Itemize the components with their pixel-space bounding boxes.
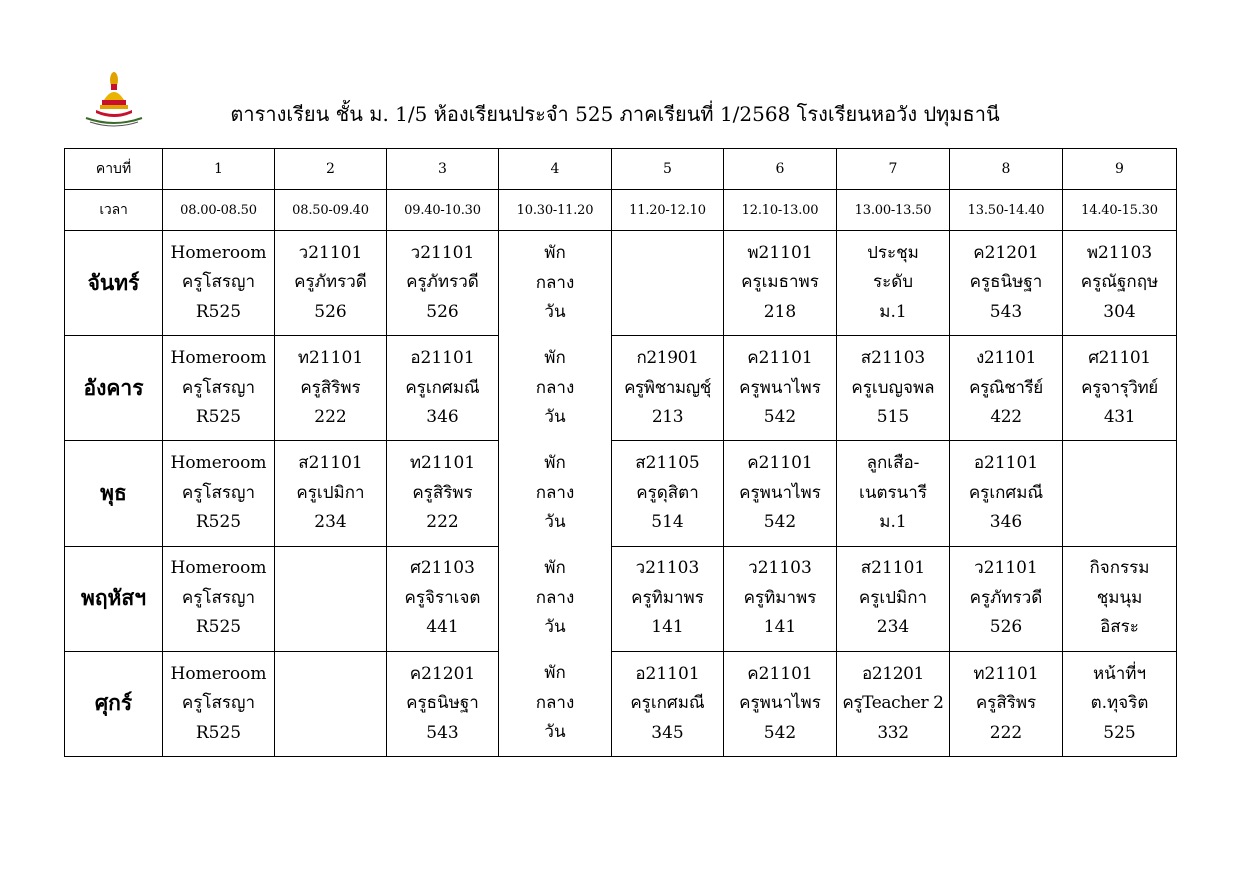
teacher-name: ครูพนาไพร xyxy=(739,482,821,503)
subject-code: ท21101 xyxy=(409,453,476,474)
subject-code: ว21101 xyxy=(974,558,1038,579)
subject-code: ค21201 xyxy=(409,663,476,684)
room-number: 213 xyxy=(651,407,684,428)
teacher-name: ชุมนุม xyxy=(1096,587,1143,608)
room-number: 218 xyxy=(763,301,797,322)
class-cell xyxy=(387,231,499,336)
teacher-name: ครูเบญจพล xyxy=(851,377,935,398)
period-number: 7 xyxy=(837,149,950,190)
subject-code: พ21101 xyxy=(747,242,813,263)
class-cell xyxy=(1063,231,1177,336)
room-number: 525 xyxy=(1103,722,1136,743)
period-time: 08.50-09.40 xyxy=(275,190,387,231)
room-number: 514 xyxy=(651,512,684,533)
room-number: R525 xyxy=(195,722,242,743)
period-time: 09.40-10.30 xyxy=(387,190,499,231)
class-cell xyxy=(837,336,950,441)
teacher-name: ต.ทุจริต xyxy=(1090,693,1149,714)
class-cell xyxy=(950,651,1063,756)
room-number: 543 xyxy=(426,722,459,743)
subject-code: ส21101 xyxy=(860,558,926,579)
room-number: R525 xyxy=(195,301,242,322)
class-cell xyxy=(1063,336,1177,441)
teacher-name: ครูภัทรวดี xyxy=(406,272,479,293)
subject-code: อ21201 xyxy=(862,663,924,684)
room-number: 222 xyxy=(989,722,1023,743)
class-cell xyxy=(275,441,387,546)
period-time: 12.10-13.00 xyxy=(724,190,837,231)
day-row xyxy=(65,546,1177,651)
room-number: 345 xyxy=(651,722,684,743)
subject-code: Homeroom xyxy=(170,242,267,263)
subject-code: Homeroom xyxy=(170,348,267,369)
break-line: กลาง xyxy=(535,587,575,608)
class-cell xyxy=(837,231,950,336)
subject-code: ค21101 xyxy=(747,453,813,474)
class-cell xyxy=(163,231,275,336)
room-number: 526 xyxy=(989,617,1023,638)
class-cell xyxy=(724,441,837,546)
day-row xyxy=(65,336,1177,441)
period-time: 13.00-13.50 xyxy=(837,190,950,231)
subject-code: ว21101 xyxy=(410,242,475,263)
room-number: ม.1 xyxy=(879,301,907,322)
period-number: 6 xyxy=(724,149,837,190)
room-number: 431 xyxy=(1103,407,1136,428)
day-row xyxy=(65,231,1177,336)
class-cell xyxy=(1063,651,1177,756)
teacher-name: ครูสิริพร xyxy=(412,482,473,503)
room-number: 543 xyxy=(989,301,1023,322)
break-line: พัก xyxy=(544,558,566,579)
subject-code: ว21103 xyxy=(748,558,812,579)
teacher-name: ครูโสรญา xyxy=(181,693,256,714)
subject-code: ง21101 xyxy=(976,348,1036,369)
period-number: 2 xyxy=(275,149,387,190)
room-number: 141 xyxy=(763,617,797,638)
break-line: พัก xyxy=(544,348,566,369)
break-line: กลาง xyxy=(535,377,575,398)
class-cell xyxy=(275,336,387,441)
subject-code: ค21201 xyxy=(973,242,1039,263)
subject-code: อ21101 xyxy=(635,663,700,684)
class-cell xyxy=(724,336,837,441)
class-cell xyxy=(163,651,275,756)
class-cell xyxy=(275,546,387,651)
subject-code: พ21103 xyxy=(1086,242,1153,263)
room-number: 234 xyxy=(876,617,910,638)
class-cell xyxy=(724,546,837,651)
class-cell xyxy=(837,651,950,756)
period-time: 14.40-15.30 xyxy=(1063,190,1177,231)
room-number: R525 xyxy=(195,407,242,428)
day-row xyxy=(65,441,1177,546)
room-number: 526 xyxy=(426,301,459,322)
timetable xyxy=(64,148,1177,757)
period-number: 5 xyxy=(612,149,724,190)
period-number: 8 xyxy=(950,149,1063,190)
period-number: 1 xyxy=(163,149,275,190)
class-cell xyxy=(724,231,837,336)
room-number: 222 xyxy=(426,512,459,533)
room-number: 515 xyxy=(876,407,910,428)
teacher-name: ครูภัทรวดี xyxy=(969,587,1043,608)
class-cell xyxy=(950,231,1063,336)
teacher-name: ครูทิมาพร xyxy=(743,587,817,608)
subject-code: ค21101 xyxy=(747,663,813,684)
period-label: คาบที่ xyxy=(65,149,163,190)
teacher-name: ครูจิราเจต xyxy=(404,587,481,608)
subject-code: ท21101 xyxy=(297,348,364,369)
page-title: ตารางเรียน ชั้น ม. 1/5 ห้องเรียนประจำ 525 ภาคเรียนที่ 1/2568 โรงเรียนหอวัง ปทุมธานี xyxy=(230,102,1000,126)
period-number: 3 xyxy=(387,149,499,190)
room-number: R525 xyxy=(195,512,242,533)
teacher-name: ครูโสรญา xyxy=(181,482,256,503)
break-line: วัน xyxy=(544,407,566,428)
room-number: 141 xyxy=(651,617,684,638)
room-number: R525 xyxy=(195,617,242,638)
break-line: วัน xyxy=(544,617,566,638)
class-cell xyxy=(1063,441,1177,546)
teacher-name: ครูภัทรวดี xyxy=(294,272,367,293)
class-cell xyxy=(612,336,724,441)
teacher-name: ครูเมธาพร xyxy=(741,272,819,293)
teacher-name: ครูณิชารีย์ xyxy=(969,377,1043,398)
room-number: 542 xyxy=(763,722,797,743)
subject-code: ศ21103 xyxy=(410,558,475,579)
room-number: 332 xyxy=(877,722,909,743)
class-cell xyxy=(163,441,275,546)
teacher-name: ครูโสรญา xyxy=(181,272,256,293)
room-number: 526 xyxy=(314,301,347,322)
room-number: 346 xyxy=(989,512,1023,533)
time-row xyxy=(65,190,1177,231)
class-cell xyxy=(612,546,724,651)
teacher-name: ครูเปมิกา xyxy=(858,587,928,608)
subject-code: ท21101 xyxy=(973,663,1039,684)
subject-code: ก21901 xyxy=(636,348,699,369)
teacher-name: ครูสิริพร xyxy=(300,377,361,398)
break-line: กลาง xyxy=(535,482,575,503)
room-number: 422 xyxy=(990,407,1022,428)
break-line: กลาง xyxy=(535,692,575,713)
class-cell xyxy=(724,651,837,756)
teacher-name: ครูจารุวิทย์ xyxy=(1081,377,1158,398)
day-name: อังคาร xyxy=(65,336,163,441)
time-label: เวลา xyxy=(65,190,163,231)
subject-code: Homeroom xyxy=(170,663,267,684)
teacher-name: ครูทิมาพร xyxy=(631,587,704,608)
break-line: พัก xyxy=(544,243,566,264)
teacher-name: ระดับ xyxy=(872,272,914,293)
subject-code: ส21101 xyxy=(298,453,363,474)
room-number: 222 xyxy=(314,407,347,428)
teacher-name: ครูTeacher 2 xyxy=(842,693,944,714)
room-number: 234 xyxy=(314,512,347,533)
teacher-name: ครูสิริพร xyxy=(975,693,1037,714)
class-cell xyxy=(163,336,275,441)
day-name: จันทร์ xyxy=(65,231,163,336)
teacher-name: ครูเปมิกา xyxy=(296,482,365,503)
period-time: 11.20-12.10 xyxy=(612,190,724,231)
day-name: พุธ xyxy=(65,441,163,546)
break-line: พัก xyxy=(544,663,566,684)
class-cell xyxy=(612,651,724,756)
teacher-name: ครูธนิษฐา xyxy=(969,272,1043,293)
class-cell xyxy=(837,441,950,546)
break-line: วัน xyxy=(544,512,566,533)
teacher-name: ครูโสรญา xyxy=(181,587,256,608)
class-cell xyxy=(950,441,1063,546)
break-line: กลาง xyxy=(535,272,575,293)
subject-code: กิจกรรม xyxy=(1089,558,1150,579)
teacher-name: ครูดุสิตา xyxy=(636,482,699,503)
subject-code: ส21103 xyxy=(860,348,926,369)
class-cell xyxy=(1063,546,1177,651)
subject-code: ลูกเสือ- xyxy=(866,453,920,474)
class-cell xyxy=(387,441,499,546)
period-row xyxy=(65,149,1177,190)
teacher-name: ครูเกศมณี xyxy=(630,693,705,714)
teacher-name: ครูพนาไพร xyxy=(739,377,821,398)
class-cell xyxy=(837,546,950,651)
class-cell xyxy=(612,231,724,336)
room-number: ม.1 xyxy=(879,512,907,533)
class-cell xyxy=(387,336,499,441)
class-cell xyxy=(950,336,1063,441)
teacher-name: ครูณัฐกฤษ xyxy=(1080,272,1159,293)
subject-code: Homeroom xyxy=(170,453,267,474)
teacher-name: ครูพนาไพร xyxy=(739,693,821,714)
day-name: ศุกร์ xyxy=(65,651,163,756)
room-number: 441 xyxy=(426,617,459,638)
period-time: 10.30-11.20 xyxy=(499,190,612,231)
subject-code: ศ21101 xyxy=(1088,348,1151,369)
teacher-name: ครูเกศมณี xyxy=(405,377,480,398)
room-number: 304 xyxy=(1103,301,1136,322)
day-name: พฤหัสฯ xyxy=(65,546,163,651)
room-number: อิสระ xyxy=(1100,617,1139,638)
subject-code: อ21101 xyxy=(973,453,1039,474)
teacher-name: ครูพิชามญชุ์ xyxy=(624,377,711,398)
period-number: 4 xyxy=(499,149,612,190)
class-cell xyxy=(387,651,499,756)
school-logo xyxy=(82,70,146,128)
teacher-name: ครูธนิษฐา xyxy=(406,693,479,714)
period-number: 9 xyxy=(1063,149,1177,190)
room-number: 542 xyxy=(763,512,797,533)
period-time: 08.00-08.50 xyxy=(163,190,275,231)
subject-code: อ21101 xyxy=(410,348,475,369)
class-cell xyxy=(275,651,387,756)
teacher-name: ครูโสรญา xyxy=(181,377,256,398)
period-time: 13.50-14.40 xyxy=(950,190,1063,231)
break-line: วัน xyxy=(544,722,566,743)
subject-code: Homeroom xyxy=(170,558,267,579)
break-line: วัน xyxy=(544,302,566,323)
day-row xyxy=(65,651,1177,756)
subject-code: ว21103 xyxy=(635,558,700,579)
class-cell xyxy=(950,546,1063,651)
lunch-break-cell xyxy=(499,231,612,757)
class-cell xyxy=(163,546,275,651)
teacher-name: ครูเกศมณี xyxy=(968,482,1044,503)
class-cell xyxy=(387,546,499,651)
room-number: 542 xyxy=(763,407,797,428)
class-cell xyxy=(275,231,387,336)
teacher-name: เนตรนารี xyxy=(859,482,927,503)
break-line: พัก xyxy=(544,453,566,474)
room-number: 346 xyxy=(426,407,459,428)
subject-code: ส21105 xyxy=(635,453,700,474)
class-cell xyxy=(612,441,724,546)
subject-code: ประชุม xyxy=(867,242,919,263)
subject-code: หน้าที่ฯ xyxy=(1092,663,1147,684)
subject-code: ค21101 xyxy=(747,348,813,369)
subject-code: ว21101 xyxy=(298,242,363,263)
